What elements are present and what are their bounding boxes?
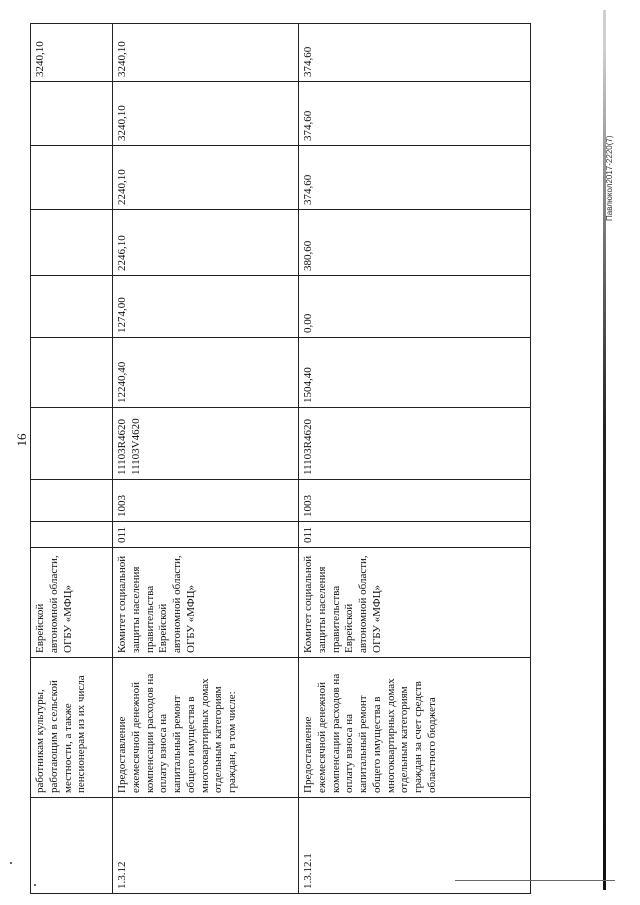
scan-speck: [10, 862, 12, 864]
scan-edge-bottom: [455, 880, 615, 881]
page-number: 16: [14, 433, 29, 447]
cell-v5: [31, 82, 113, 146]
cell-v4: [31, 146, 113, 210]
scan-speck: [34, 884, 36, 886]
cell-rz: [31, 480, 113, 522]
cell-v6: 374,60: [299, 24, 531, 82]
cell-grbs: 011: [299, 522, 531, 548]
cell-rz: 1003: [113, 480, 299, 522]
cell-csr: 11103R4620 11103V4620: [113, 408, 299, 480]
cell-csr: 11103R4620: [299, 408, 531, 480]
cell-grbs: 011: [113, 522, 299, 548]
cell-csr: [31, 408, 113, 480]
cell-num: [31, 798, 113, 894]
document-stamp: Павлюкол2017-2220(7): [605, 135, 614, 221]
cell-v3: [31, 210, 113, 276]
table-row: [113, 24, 299, 894]
cell-v2: 0,00: [299, 276, 531, 338]
cell-v4: 374,60: [299, 146, 531, 210]
cell-v4: 2240,10: [113, 146, 299, 210]
cell-v1: 12240,40: [113, 338, 299, 408]
cell-name: Предоставление ежемесячной денежной компенсации расходов на оплату взноса на капитальный ремонт общего имущества в многоквартирных домах отдельным категориям граждан за счет средств областного бюджета: [299, 658, 531, 798]
cell-rz: 1003: [299, 480, 531, 522]
cell-grbs: [31, 522, 113, 548]
cell-v3: 2246,10: [113, 210, 299, 276]
cell-executor: Комитет социальной защиты населения правительства Еврейской автономной области, ОГБУ «МФЦ»: [113, 548, 299, 658]
data-table: [30, 23, 531, 894]
cell-v5: 3240,10: [113, 82, 299, 146]
cell-executor: Еврейской автономной области, ОГБУ «МФЦ»: [31, 548, 113, 658]
table-row: [299, 24, 531, 894]
cell-executor: Комитет социальной защиты населения правительства Еврейской автономной области, ОГБУ «МФЦ»: [299, 548, 531, 658]
cell-name: Предоставление ежемесячной денежной компенсации расходов на оплату взноса на капитальный ремонт общего имущества в многоквартирных домах отдельным категориям граждан, в том числе:: [113, 658, 299, 798]
cell-num: 1.3.12.1: [299, 798, 531, 894]
cell-v2: 1274,00: [113, 276, 299, 338]
table-container: [30, 24, 530, 894]
cell-v6: 3240,10: [113, 24, 299, 82]
cell-name: работникам культуры, работающим в сельской местности, а также пенсионерам из их числа: [31, 658, 113, 798]
cell-num: 1.3.12: [113, 798, 299, 894]
cell-v1: [31, 338, 113, 408]
cell-v6: 3240,10: [31, 24, 113, 82]
scan-edge-mark: [600, 10, 620, 890]
cell-v3: 380,60: [299, 210, 531, 276]
cell-v5: 374,60: [299, 82, 531, 146]
cell-v2: [31, 276, 113, 338]
cell-v1: 1504,40: [299, 338, 531, 408]
table-row: [31, 24, 113, 894]
